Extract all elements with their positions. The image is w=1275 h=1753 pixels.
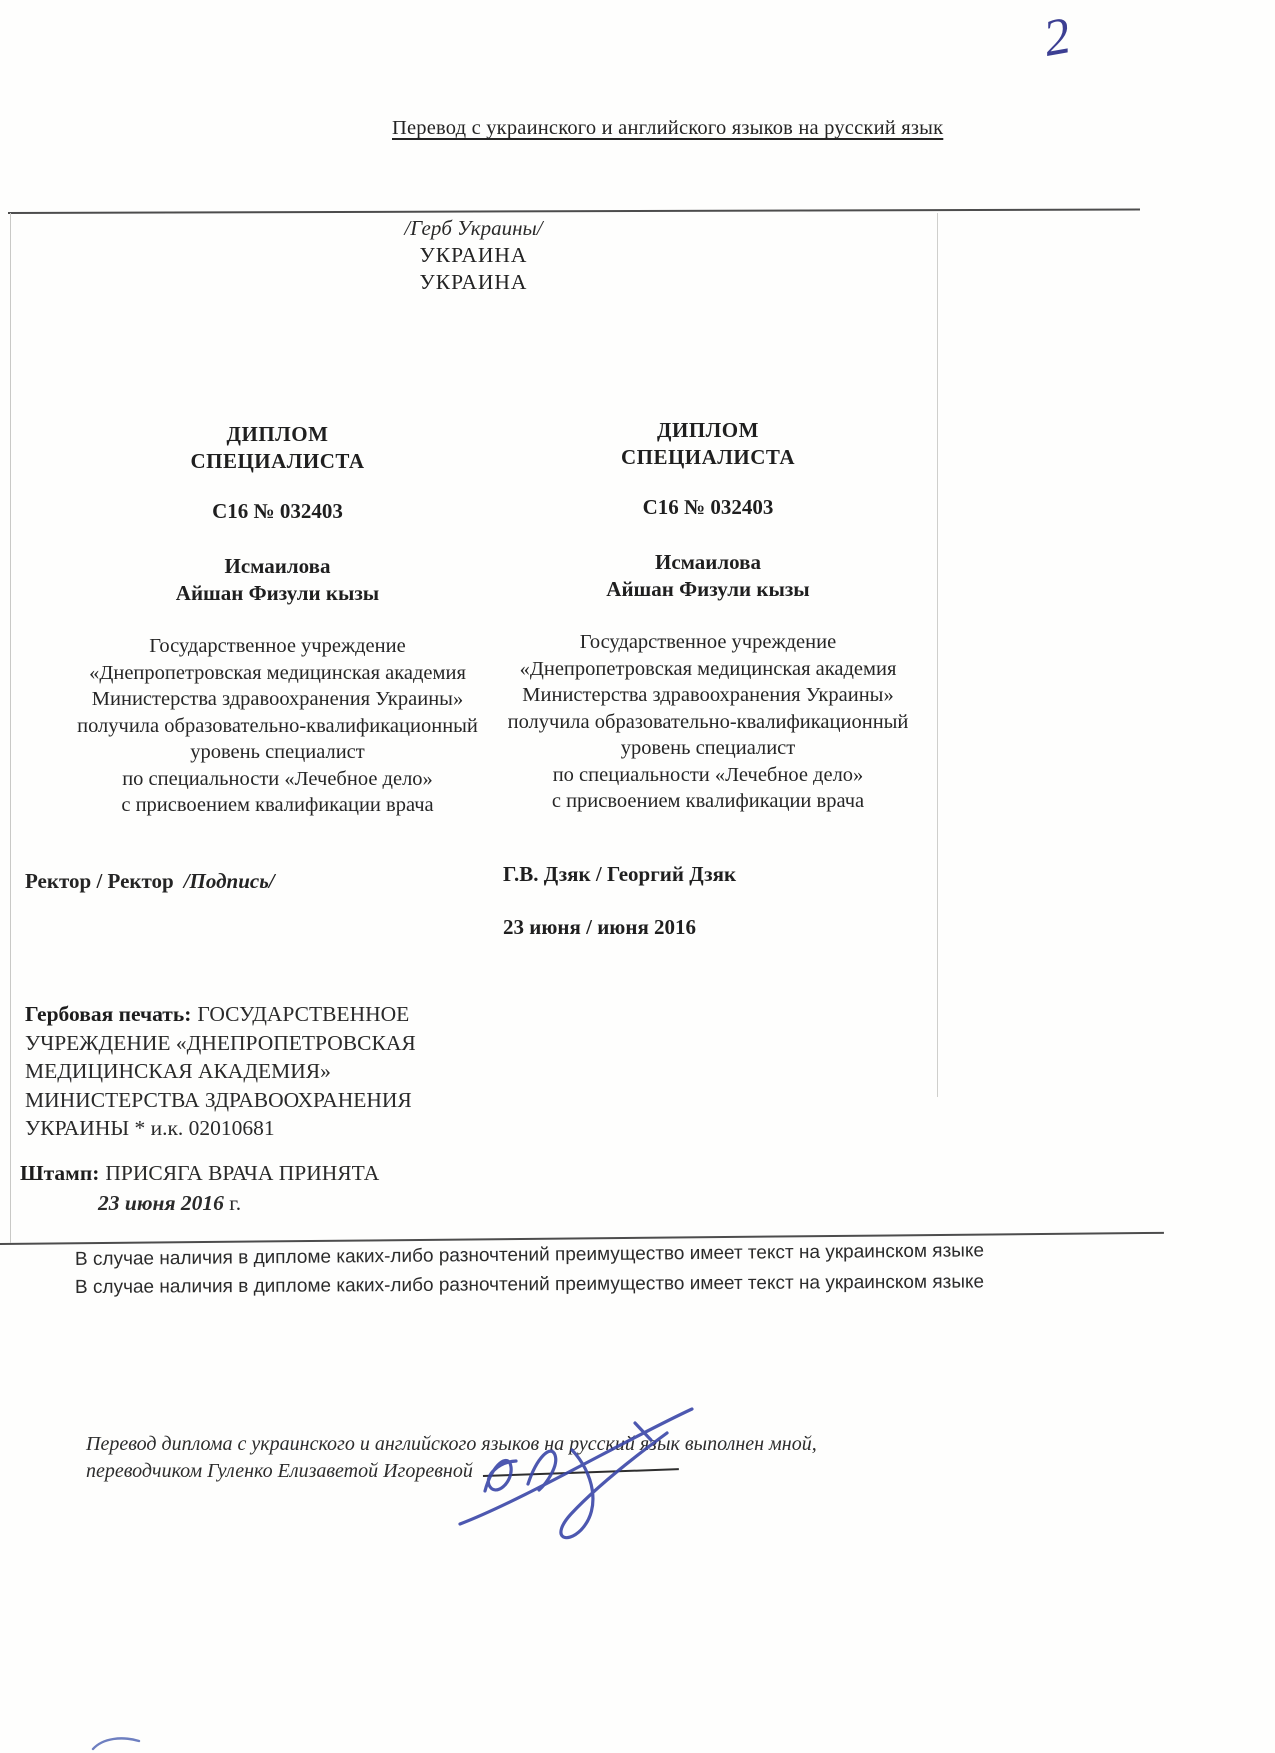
stamp-date: 23 июня 2016 <box>98 1191 224 1215</box>
body-line: получила образовательно-квалификационный <box>77 714 478 737</box>
body-line: с присвоением квалификации врача <box>551 790 865 812</box>
seal-label: Гербовая печать: <box>25 1002 192 1026</box>
box-top-rule <box>8 208 1140 214</box>
issue-date: 23 июня / июня 2016 <box>503 915 697 939</box>
body-line: уровень специалист <box>620 737 796 759</box>
holder-surname: Исмаилова <box>654 550 761 574</box>
seal-line: МЕДИЦИНСКАЯ АКАДЕМИЯ» <box>25 1059 331 1083</box>
stamp-line <box>20 1158 379 1188</box>
emblem-note: /Герб Украины/ <box>404 216 543 240</box>
stamp-text: ПРИСЯГА ВРАЧА ПРИНЯТА <box>105 1161 380 1185</box>
country-name-line2: УКРАИНА <box>419 270 528 294</box>
body-line: Государственное учреждение <box>579 631 837 653</box>
stamp-description-block <box>20 1158 379 1218</box>
diploma-body-paragraph <box>45 633 510 819</box>
country-header <box>10 215 937 296</box>
translation-header-title: Перевод с украинского и английского языков на русский язык <box>392 117 944 139</box>
body-line: с присвоением квалификации врача <box>121 794 434 816</box>
signature-line <box>482 1454 678 1477</box>
diploma-holder-name <box>45 553 510 607</box>
box-left-edge <box>10 213 11 1243</box>
diploma-holder-name <box>492 549 924 603</box>
diploma-title <box>45 421 510 475</box>
country-name-line1: УКРАИНА <box>419 243 528 267</box>
seal-line <box>25 1000 495 1029</box>
rector-label: Ректор / Ректор <box>25 869 174 893</box>
body-line: Министерства здравоохранения Украины» <box>91 688 464 710</box>
discrepancy-disclaimer-line2: В случае наличия в дипломе каких-либо разночтений преимущество имеет текст на украинском языке <box>74 1271 985 1298</box>
holder-surname: Исмаилова <box>224 554 331 578</box>
diploma-title <box>492 417 924 471</box>
diploma-number: С16 № 032403 <box>642 495 774 519</box>
translator-name: переводчиком Гуленко Елизаветой Игоревной <box>86 1460 473 1482</box>
seal-description-block <box>25 1000 495 1143</box>
body-line: по специальности «Лечебное дело» <box>122 767 433 790</box>
diploma-title-line2: СПЕЦИАЛИСТА <box>620 445 796 469</box>
blue-ink-corner-mark <box>90 1732 144 1753</box>
translator-certification-note <box>86 1431 817 1485</box>
body-line: Министерства здравоохранения Украины» <box>522 684 894 706</box>
seal-line: УКРАИНЫ * и.к. 02010681 <box>25 1116 275 1140</box>
rector-name: Г.В. Дзяк / Георгий Дзяк <box>503 862 737 886</box>
seal-text: ГОСУДАРСТВЕННОЕ <box>197 1002 410 1026</box>
stamp-date-line <box>20 1188 379 1218</box>
diploma-body-paragraph <box>492 629 924 815</box>
diploma-title-line1: ДИПЛОМ <box>226 422 329 446</box>
diploma-title-line2: СПЕЦИАЛИСТА <box>190 449 365 473</box>
rector-signature-line <box>25 869 275 894</box>
box-right-edge <box>937 213 938 1097</box>
discrepancy-disclaimer-line1: В случае наличия в дипломе каких-либо разночтений преимущество имеет текст на украинском языке <box>74 1240 985 1270</box>
body-line: получила образовательно-квалификационный <box>507 710 909 733</box>
diploma-number: С16 № 032403 <box>212 499 343 523</box>
translator-note-line2 <box>86 1458 817 1485</box>
diploma-title-line1: ДИПЛОМ <box>657 418 759 442</box>
stamp-date-suffix: г. <box>229 1191 242 1215</box>
body-line: «Днепропетровская медицинская академия <box>89 661 466 684</box>
handwritten-page-number: 2 <box>1039 7 1075 68</box>
seal-line: МИНИСТЕРСТВА ЗДРАВООХРАНЕНИЯ <box>25 1087 412 1112</box>
holder-given-names: Айшан Физули кызы <box>606 577 810 601</box>
translator-note-line1: Перевод диплома с украинского и английского языков на русский язык выполнен мной, <box>86 1433 817 1455</box>
diploma-column-left <box>45 421 510 819</box>
body-line: по специальности «Лечебное дело» <box>552 763 864 786</box>
body-line: уровень специалист <box>190 741 365 763</box>
stamp-label: Штамп: <box>20 1161 100 1185</box>
signature-placeholder-note: /Подпись/ <box>183 869 275 893</box>
body-line: «Днепропетровская медицинская академия <box>519 657 897 680</box>
diploma-column-right <box>492 417 924 815</box>
holder-given-names: Айшан Физули кызы <box>175 581 380 605</box>
body-line: Государственное учреждение <box>149 635 406 657</box>
seal-line: УЧРЕЖДЕНИЕ «ДНЕПРОПЕТРОВСКАЯ <box>25 1030 416 1055</box>
